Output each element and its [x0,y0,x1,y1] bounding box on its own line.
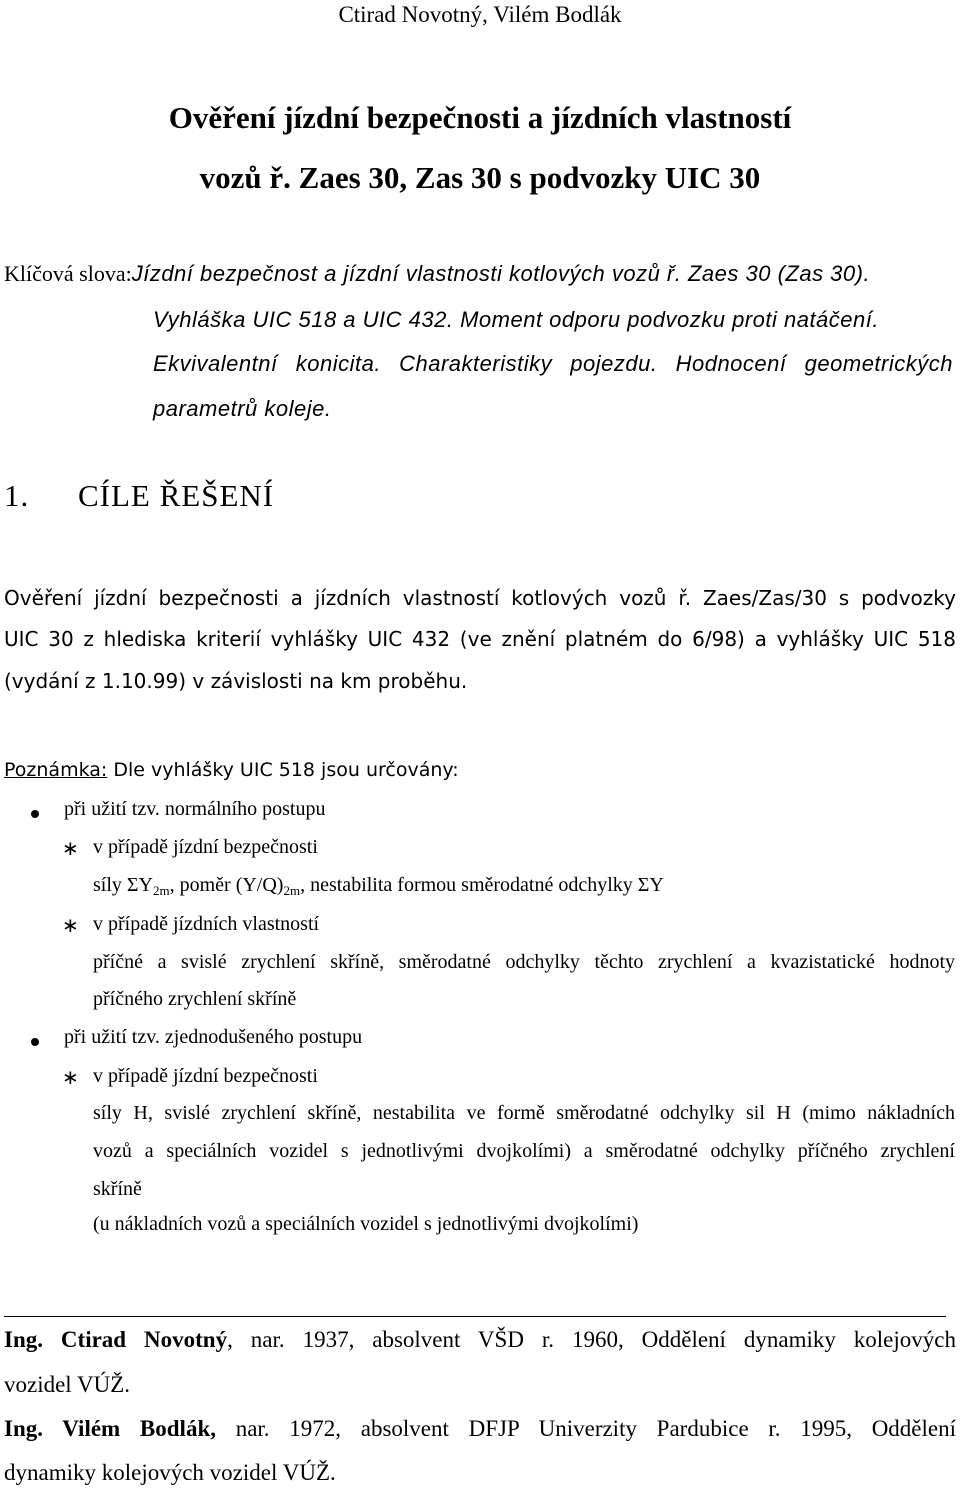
keywords-line-3: Ekvivalentní konicita. Charakteristiky pojezdu. Hodnocení geometrických [153,351,953,376]
b2-star-1-line-3: skříně [93,1178,142,1200]
subscript-2m: 2m [283,883,301,898]
title-line-2: vozů ř. Zaes 30, Zas 30 s podvozky UIC 30 [199,160,761,195]
author-2-name: Ing. Vilém Bodlák, [4,1416,216,1441]
b1-star-2-text: v případě jízdních vlastností [93,913,320,935]
footnote-author-2-line-1 [4,1416,956,1442]
note-label: Poznámka: [4,759,108,781]
section-para-line-3: (vydání z 1.10.99) v závislosti na km proběhu. [4,669,468,693]
instability-text: , nestabilita formou směrodatné odchylky ΣY [300,874,664,896]
section-para-line-1: Ověření jízdní bezpečnosti a jízdních vlastností kotlových vozů ř. Zaes/Zas/30 s podvozky [4,586,956,610]
keywords-line-4: parametrů koleje. [153,396,332,421]
footnote-divider [4,1316,946,1317]
footnote-author-1-line-1 [4,1327,956,1353]
bullet-dot-icon [31,810,39,818]
bullet-dot-icon [31,1038,39,1046]
asterisk-icon: ∗ [62,1065,79,1089]
b1-star-2-line-2: příčného zrychlení skříně [93,988,297,1010]
author-2-bio: nar. 1972, absolvent DFJP Univerzity Pardubice r. 1995, Oddělení [215,1416,956,1441]
title-line-1: Ověření jízdní bezpečnosti a jízdních vlastností [168,100,792,135]
asterisk-icon: ∗ [62,836,79,860]
section-para-line-2: UIC 30 z hlediska kriterií vyhlášky UIC 432 (ve znění platném do 6/98) a vyhlášky UIC 518 [4,627,956,651]
b2-star-1-line-2: vozů a speciálních vozidel s jednotlivými dvojkolími) a směrodatné odchylky příčného zrychlení [93,1140,955,1162]
footnote-author-2-line-2: dynamiky kolejových vozidel VÚŽ. [4,1460,336,1485]
author-1-name: Ing. Ctirad Novotný [4,1327,228,1352]
section-number: 1. [4,478,30,513]
footnote-author-1-line-2: vozidel VÚŽ. [4,1372,131,1397]
b2-star-1-line-1: síly H, svislé zrychlení skříně, nestabilita ve formě směrodatné odchylky sil H (mimo nákladních [93,1102,955,1124]
author-1-bio: , nar. 1937, absolvent VŠD r. 1960, Oddělení dynamiky kolejových [227,1327,956,1352]
asterisk-icon: ∗ [62,913,79,937]
note-line [4,759,459,781]
ratio-yq: , poměr (Y/Q) [169,874,284,896]
running-header: Ctirad Novotný, Vilém Bodlák [338,2,622,27]
note-text: Dle vyhlášky UIC 518 jsou určovány: [107,759,459,781]
section-heading [4,478,274,514]
b2-star-1-text: v případě jízdní bezpečnosti [93,1065,318,1087]
b1-star-1-detail [93,874,664,897]
keywords-line-1: Jízdní bezpečnost a jízdní vlastnosti kotlových vozů ř. Zaes 30 (Zas 30). [131,261,871,286]
b1-star-1-text: v případě jízdní bezpečnosti [93,836,318,858]
keywords-label: Klíčová slova: [4,261,132,286]
section-title: CÍLE ŘEŠENÍ [78,478,275,513]
bullet-2-text: při užití tzv. zjednodušeného postupu [64,1026,363,1048]
bullet-1-text: při užití tzv. normálního postupu [64,798,326,820]
forces-sum-y: síly ΣY [93,874,153,896]
subscript-2m: 2m [152,883,170,898]
keywords [4,261,870,287]
b2-star-1-line-4: (u nákladních vozů a speciálních vozidel s jednotlivými dvojkolími) [93,1213,639,1235]
b1-star-2-line-1: příčné a svislé zrychlení skříně, směrodatné odchylky těchto zrychlení a kvazistatické hodnoty [93,951,955,973]
keywords-line-2: Vyhláška UIC 518 a UIC 432. Moment odporu podvozku proti natáčení. [153,307,879,332]
